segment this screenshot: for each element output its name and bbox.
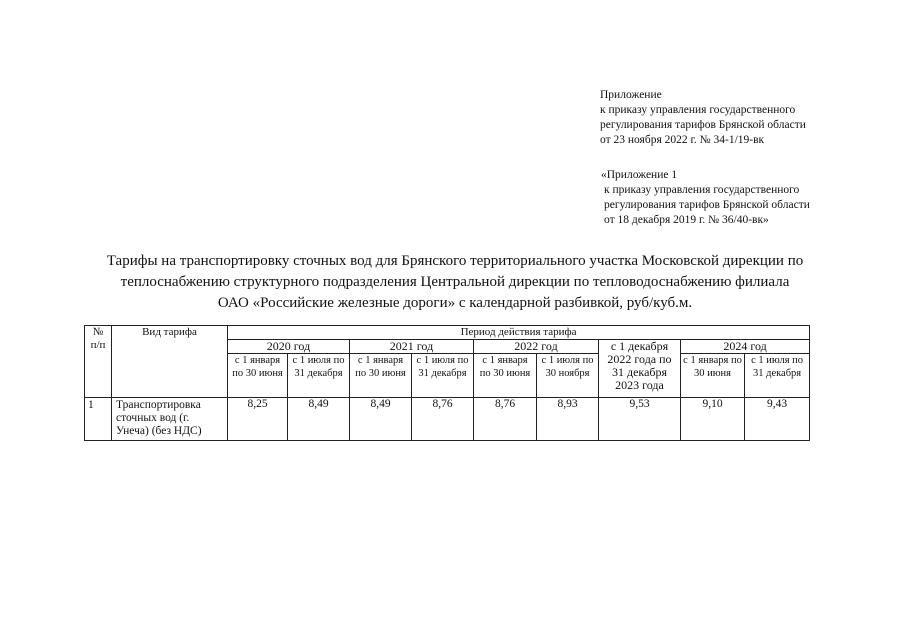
period-header: с 1 января по 30 июня — [474, 354, 537, 398]
tariff-value: 9,43 — [745, 398, 810, 441]
year-header: с 1 декабря 2022 года по 31 декабря 2023 года — [599, 340, 681, 398]
tariff-value: 8,76 — [474, 398, 537, 441]
tariff-value: 9,53 — [599, 398, 681, 441]
tariff-value: 8,25 — [228, 398, 288, 441]
year-header: 2021 год — [350, 340, 474, 354]
appendix-line: регулирования тарифов Брянской области — [600, 119, 806, 131]
period-header: с 1 июля по 31 декабря — [745, 354, 810, 398]
appendix-current-order — [600, 88, 806, 148]
header-row — [85, 326, 810, 340]
tariff-value: 9,10 — [681, 398, 745, 441]
period-header: с 1 января по 30 июня — [228, 354, 288, 398]
header-period: Период действия тарифа — [228, 326, 810, 340]
appendix-line: от 23 ноября 2022 г. № 34-1/19-вк — [600, 134, 765, 146]
tariff-kind: Транспортировка сточных вод (г. Унеча) (без НДС) — [112, 398, 228, 441]
appendix-line: к приказу управления государственного — [604, 184, 800, 196]
period-header: с 1 июля по 30 ноября — [537, 354, 599, 398]
period-header: с 1 июля по 31 декабря — [412, 354, 474, 398]
tariff-value: 8,76 — [412, 398, 474, 441]
table-row — [85, 398, 810, 441]
period-header: с 1 июля по 31 декабря — [288, 354, 350, 398]
year-header: 2024 год — [681, 340, 810, 354]
year-header: 2020 год — [228, 340, 350, 354]
appendix-previous-order — [601, 168, 810, 228]
tariff-value: 8,49 — [288, 398, 350, 441]
header-kind: Вид тарифа — [112, 326, 228, 398]
appendix-line: «Приложение 1 — [601, 169, 678, 181]
tariff-value: 8,93 — [537, 398, 599, 441]
appendix-line: к приказу управления государственного — [600, 104, 796, 116]
row-number: 1 — [85, 398, 112, 441]
appendix-line: регулирования тарифов Брянской области — [604, 199, 810, 211]
period-header: с 1 января по 30 июня — [350, 354, 412, 398]
appendix-line: Приложение — [600, 89, 662, 101]
period-header: с 1 января по 30 июня — [681, 354, 745, 398]
header-no: № п/п — [85, 326, 112, 398]
title-line: Тарифы на транспортировку сточных вод для Брянского территориального участка Московской дирекции по — [106, 253, 804, 269]
tariff-table — [84, 325, 810, 441]
title-line: теплоснабжению структурного подразделения Центральной дирекции по тепловодоснабжению филиала — [120, 274, 790, 290]
appendix-line: от 18 декабря 2019 г. № 36/40-вк» — [604, 214, 769, 226]
title-line: ОАО «Российские железные дороги» с календарной разбивкой, руб/куб.м. — [217, 295, 693, 311]
tariff-value: 8,49 — [350, 398, 412, 441]
document-title — [60, 251, 850, 314]
year-header: 2022 год — [474, 340, 599, 354]
